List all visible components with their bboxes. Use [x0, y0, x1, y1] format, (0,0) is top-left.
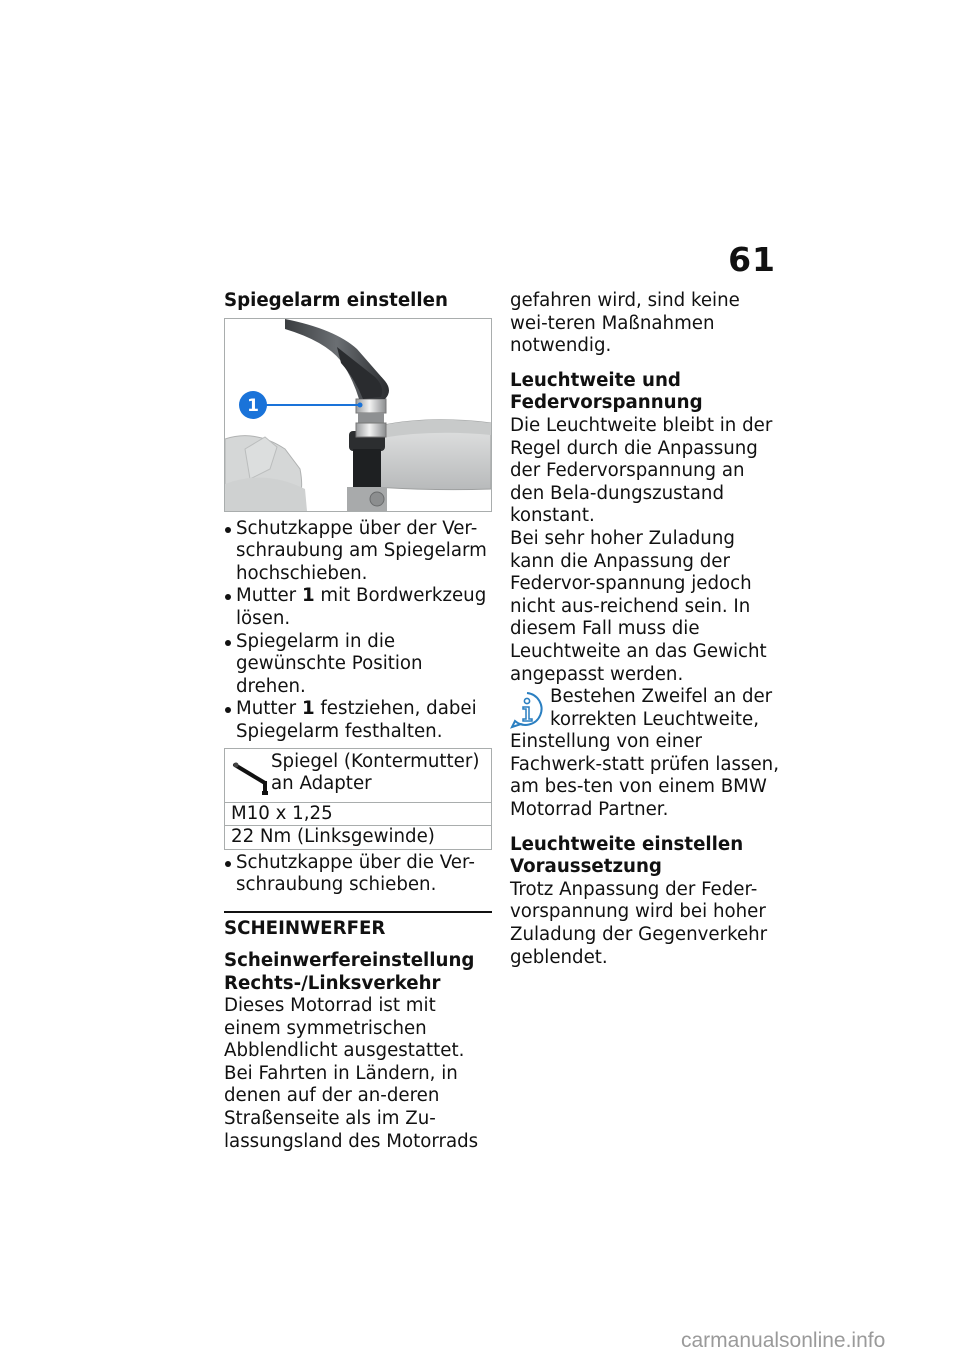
final-step-list	[224, 852, 492, 897]
paragraph-voraussetzung: Trotz Anpassung der Feder-vorspannung wird bei hoher Zuladung der Gegenverkehr geblendet.	[510, 878, 768, 968]
paragraph-leuchtweite-2: Bei sehr hoher Zuladung kann die Anpassung der Federvor-spannung jedoch nicht aus-reichend sein. In diesem Fall muss die Leuchtweite an das Gewicht angepasst werden.	[510, 527, 767, 685]
torque-spec-value: 22 Nm (Linksgewinde)	[225, 826, 492, 850]
info-icon	[508, 690, 546, 730]
heading-voraussetzung: Voraussetzung	[510, 856, 662, 878]
paragraph-abblendlicht: Dieses Motorrad ist mit einem symmetrischen Abblendlicht ausgestattet. Bei Fahrten in Ländern, in denen auf der an-deren Straßenseite als im Zu-lassungsland des Motorrads	[224, 995, 479, 1152]
paragraph-leuchtweite-1: Die Leuchtweite bleibt in der Regel durch die Anpassung der Federvorspannung an den Bela-dungszustand konstant.	[510, 414, 773, 527]
torque-spec-title-cell	[225, 748, 492, 802]
mirror-arm-illustration	[225, 319, 491, 511]
mirror-arm-figure	[224, 318, 492, 512]
step-5: Schutzkappe über die Ver-schraubung schieben.	[224, 852, 492, 897]
subheading-rechts-linksverkehr: Rechts-/Linksverkehr	[224, 972, 441, 994]
watermark: carmanualsonline.info	[681, 1329, 886, 1352]
heading-leuchtweite-line2: Federvorspannung	[510, 392, 703, 414]
heading-spiegelarm: Spiegelarm einstellen	[224, 290, 448, 311]
callout-ref-1: 1	[301, 585, 315, 607]
torque-spec-table	[224, 748, 492, 850]
callout-1-label: 1	[247, 395, 259, 416]
left-column	[224, 290, 492, 1153]
torque-spec-title-line2: an Adapter	[271, 773, 372, 795]
heading-leuchtweite-line1: Leuchtweite und	[510, 369, 681, 391]
steps-list	[224, 518, 492, 744]
step-4: Mutter 1 festziehen, dabei Spiegelarm festhalten.	[224, 698, 492, 743]
torque-spec-thread: M10 x 1,25	[225, 802, 492, 826]
torque-spec-title-line1: Spiegel (Kontermutter)	[271, 750, 480, 772]
section-title-scheinwerfer: SCHEINWERFER	[224, 917, 386, 939]
paragraph-continuation: gefahren wird, sind keine wei-teren Maßnahmen notwendig.	[510, 290, 740, 357]
step-3: Spiegelarm in die gewünschte Position drehen.	[224, 631, 492, 699]
step-2: Mutter 1 mit Bordwerkzeug lösen.	[224, 585, 492, 630]
info-note-text: Bestehen Zweifel an der korrekten Leuchtweite, Einstellung von einer Fachwerk-statt prüfen lassen, am bes-ten von einem BMW Motorrad Partner.	[510, 686, 779, 821]
info-note	[510, 686, 782, 822]
right-column	[510, 290, 782, 969]
subheading-scheinwerfereinstellung: Scheinwerfereinstellung	[224, 949, 475, 971]
step-1: Schutzkappe über der Ver-schraubung am Spiegelarm hochschieben.	[224, 518, 492, 586]
callout-ref-1: 1	[301, 698, 315, 720]
torque-wrench-icon	[231, 757, 271, 797]
heading-leuchtweite-einstellen: Leuchtweite einstellen	[510, 833, 744, 855]
section-divider	[224, 911, 492, 913]
page-number: 61	[728, 240, 776, 279]
